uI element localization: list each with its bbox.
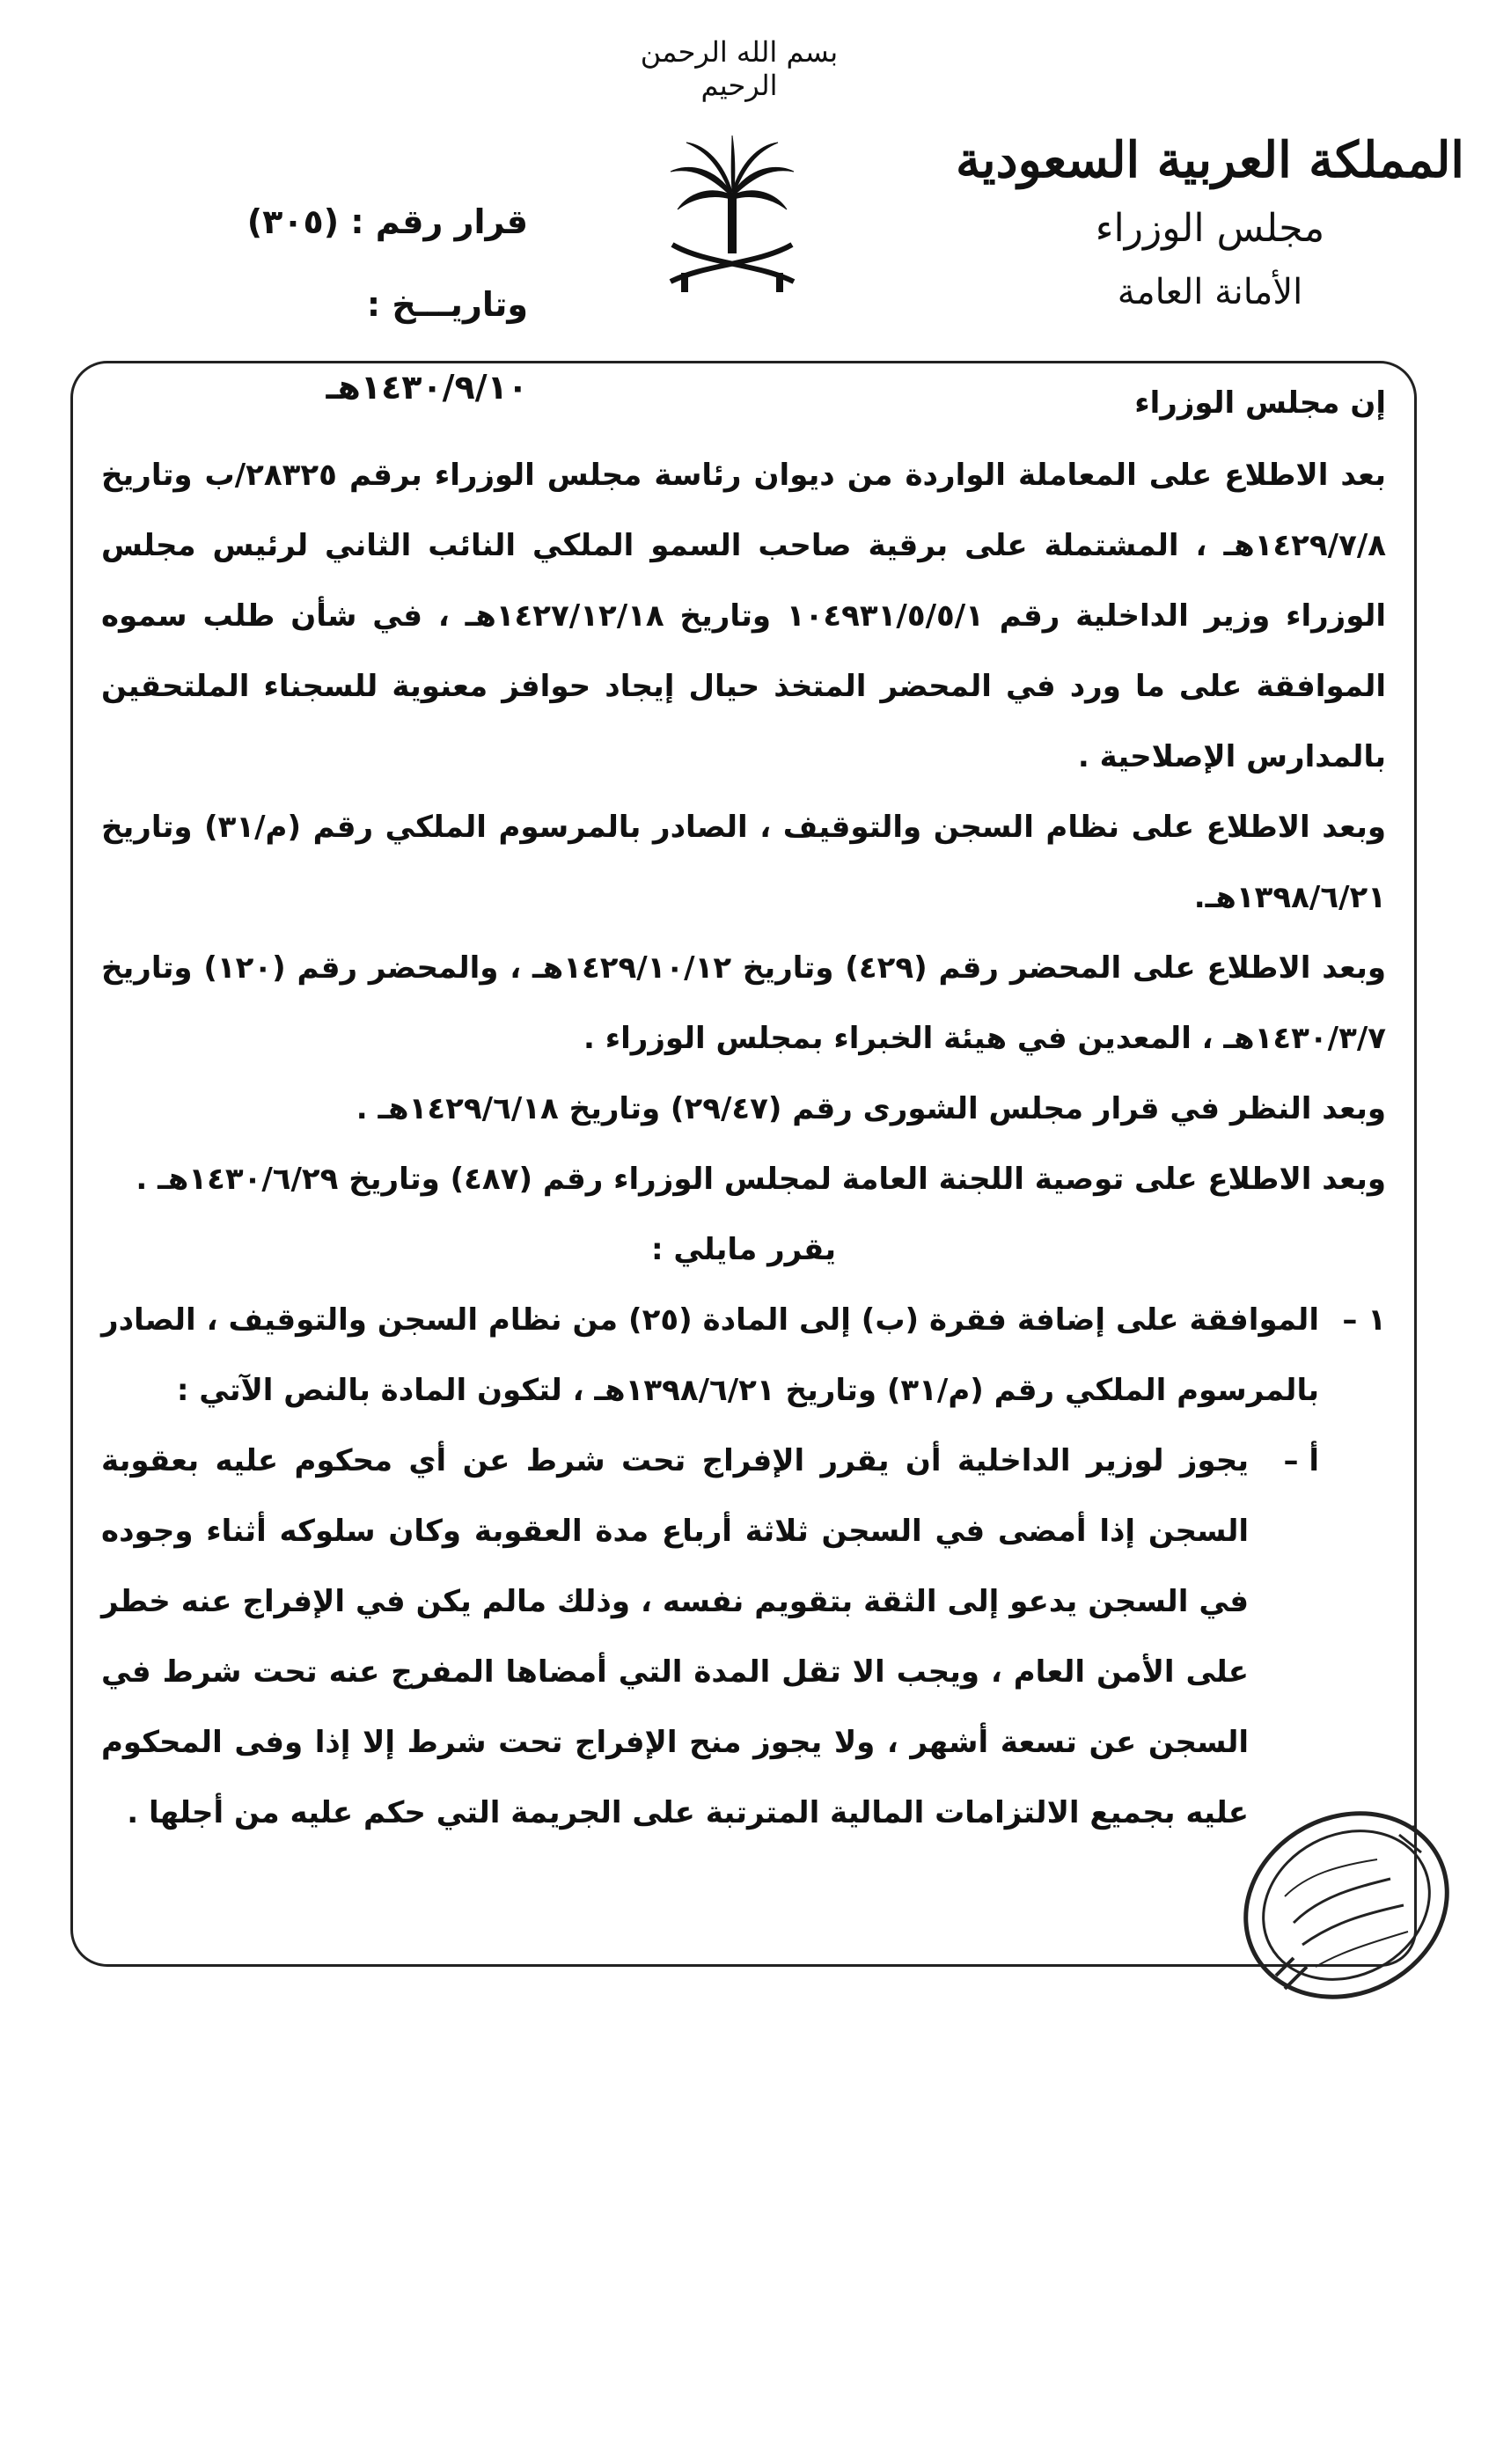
- decision-body: [101, 368, 1386, 1848]
- preamble-paragraph-1: بعد الاطلاع على المعاملة الواردة من ديوان رئاسة مجلس الوزراء برقم ٢٨٣٢٥/ب وتاريخ ١٤٢٩/٧/٨هـ ، المشتملة على برقية صاحب السمو الملكي النائب الثاني لرئيس مجلس الوزراء وزير الداخلية رقم ١٠٤٩٣١/٥/٥/١ وتاريخ ١٤٢٧/١٢/١٨هـ ، في شأن طلب سموه الموافقة على ما ورد في المحضر المتخذ حيال إيجاد حوافز معنوية للسجناء الملتحقين بالمدارس الإصلاحية .: [101, 458, 1386, 774]
- official-seal-stamp-icon: [1232, 1791, 1461, 2020]
- body-heading: إن مجلس الوزراء: [1134, 385, 1386, 421]
- kingdom-name: المملكة العربية السعودية: [956, 131, 1464, 189]
- decision-date: وتاريـــخ : ١٤٣٠/٩/١٠هـ: [326, 285, 528, 407]
- preamble-paragraph-4: وبعد النظر في قرار مجلس الشورى رقم (٢٩/٤٧) وتاريخ ١٤٢٩/٦/١٨هـ .: [356, 1091, 1386, 1126]
- sub-item-text: يجوز لوزير الداخلية أن يقرر الإفراج تحت شرط عن أي محكوم عليه بعقوبة السجن إذا أمضى في السجن ثلاثة أرباع مدة العقوبة وكان سلوكه أثناء وجوده في السجن يدعو إلى الثقة بتقويم نفسه ، وذلك مالم يكن في الإفراج عنه خطر على الأمن العام ، ويجب الا تقل المدة التي أمضاها المفرج عنه تحت شرط في السجن عن تسعة أشهر ، ولا يجوز منح الإفراج تحت شرط إلا إذا وفى المحكوم عليه بجميع الالتزامات المالية المترتبة على الجريمة التي حكم عليه من أجلها .: [101, 1443, 1249, 1830]
- resolution-item-1: [101, 1285, 1386, 1426]
- sub-item-number: أ –: [1283, 1443, 1319, 1478]
- secretariat-name: الأمانة العامة: [1117, 272, 1303, 312]
- council-name: مجلس الوزراء: [1095, 206, 1325, 251]
- preamble-paragraph-3: وبعد الاطلاع على المحضر رقم (٤٢٩) وتاريخ ١٤٢٩/١٠/١٢هـ ، والمحضر رقم (١٢٠) وتاريخ ١٤٣٠/٣/٧هـ ، المعدين في هيئة الخبراء بمجلس الوزراء .: [101, 950, 1386, 1056]
- preamble-paragraph-2: وبعد الاطلاع على نظام السجن والتوقيف ، الصادر بالمرسوم الملكي رقم (م/٣١) وتاريخ ١٣٩٨/٦/٢١هـ.: [101, 810, 1386, 915]
- preamble-paragraph-5: وبعد الاطلاع على توصية اللجنة العامة لمجلس الوزراء رقم (٤٨٧) وتاريخ ١٤٣٠/٦/٢٩هـ .: [136, 1162, 1386, 1197]
- decision-number: قرار رقم : (٣٠٥): [246, 202, 528, 241]
- issuing-authority: [950, 123, 1470, 324]
- item-number: ١ –: [1342, 1302, 1386, 1338]
- palm-swords-emblem-icon: [662, 132, 803, 299]
- basmala: بسم الله الرحمن الرحيم: [640, 35, 839, 102]
- sub-item-a: [101, 1426, 1319, 1848]
- item-text: الموافقة على إضافة فقرة (ب) إلى المادة (٢٥) من نظام السجن والتوقيف ، الصادر بالمرسوم الملكي رقم (م/٣١) وتاريخ ١٣٩٨/٦/٢١هـ ، لتكون المادة بالنص الآتي :: [101, 1302, 1319, 1408]
- resolves-heading: يقرر مايلي :: [650, 1232, 837, 1267]
